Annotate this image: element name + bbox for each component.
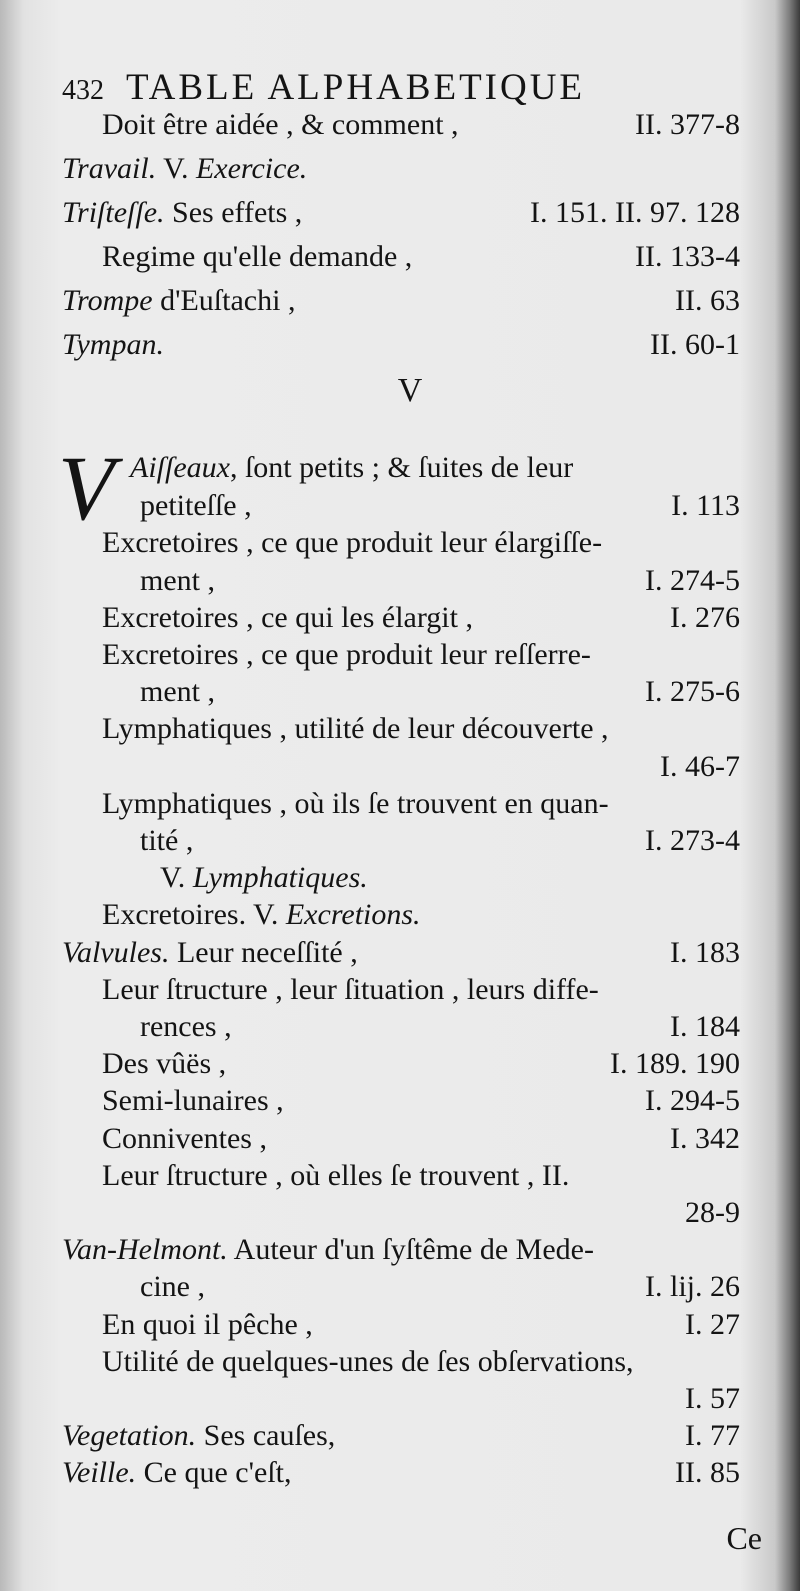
entry-page-reference: I. 27 xyxy=(685,1308,740,1341)
entry-description: Conniventes , xyxy=(102,1122,267,1155)
entry-page-reference: II. 377-8 xyxy=(635,108,740,141)
entry-text xyxy=(102,234,412,280)
entry-text xyxy=(62,278,295,324)
entry-text xyxy=(102,102,459,148)
page-number: 432 xyxy=(62,75,104,106)
entry-page-reference: I. 151. II. 97. 128 xyxy=(530,196,740,229)
index-entry xyxy=(62,322,740,368)
entry-description: petiteſſe , xyxy=(140,489,252,522)
entry-term: Travail. xyxy=(62,152,157,185)
entry-page-reference: I. 113 xyxy=(671,489,740,522)
entry-text xyxy=(62,146,307,192)
entry-page-reference: I. 342 xyxy=(670,1122,740,1155)
entry-page-reference: II. 60-1 xyxy=(650,328,740,361)
entry-term: Triſteſſe. xyxy=(62,196,165,229)
entry-page-reference: II. 85 xyxy=(675,1456,740,1489)
entry-description: rences , xyxy=(140,1010,232,1043)
entry-text xyxy=(62,190,302,236)
entry-description: Semi-lunaires , xyxy=(102,1084,284,1117)
entry-term: Tympan. xyxy=(62,328,164,361)
entry-cross-reference: Exercice. xyxy=(195,152,308,185)
entry-cross-reference: Excretions. xyxy=(285,898,421,931)
entry-description: d'Euſtachi , xyxy=(152,284,296,317)
entry-page-reference: I. 46-7 xyxy=(660,750,740,783)
entry-description: Leur ſtructure , leur ſituation , leurs diffe- xyxy=(102,973,599,1006)
entry-description: tité , xyxy=(140,824,194,857)
entry-description: Des vûës , xyxy=(102,1047,227,1080)
entry-text xyxy=(62,1450,292,1496)
entry-description: Excretoires , ce que produit leur élargiſſe- xyxy=(102,526,603,559)
page-title: TABLE ALPHABETIQUE xyxy=(126,67,586,108)
index-entry xyxy=(62,278,740,324)
entry-description: Utilité de quelques-unes de ſes obſervations, xyxy=(102,1345,634,1378)
entry-description: Ses effets , xyxy=(164,196,303,229)
entry-description: ment , xyxy=(140,675,215,708)
entry-description: Lymphatiques , où ils ſe trouvent en quan- xyxy=(102,787,609,820)
drop-capital: V xyxy=(58,437,115,539)
entry-page-reference: I. 275-6 xyxy=(645,675,740,708)
index-entry xyxy=(62,1450,740,1496)
entry-page-reference: II. 63 xyxy=(675,284,740,317)
entry-description: Regime qu'elle demande , xyxy=(102,240,413,273)
entry-page-reference: I. 276 xyxy=(670,601,740,634)
catchword: Ce xyxy=(726,1520,762,1556)
entry-description: , ſont petits ; & ſuites de leur xyxy=(229,451,574,484)
entry-description: Doit être aidée , & comment , xyxy=(102,108,459,141)
entry-page-reference: I. 57 xyxy=(685,1382,740,1415)
entry-term: Van-Helmont. xyxy=(62,1233,228,1266)
entry-description: Excretoires , ce qui les élargit , xyxy=(102,601,473,634)
entry-description: V. xyxy=(160,861,193,894)
entry-cross-reference: Lymphatiques. xyxy=(192,861,368,894)
index-entry xyxy=(62,190,740,236)
entry-description: Leur neceſſité , xyxy=(169,936,358,969)
entry-term: Vegetation. xyxy=(62,1419,197,1452)
entry-description: Excretoires. V. xyxy=(102,898,286,931)
entry-term: Valvules. xyxy=(62,936,170,969)
entry-term: Aiſſeaux xyxy=(130,451,230,484)
entry-description: ment , xyxy=(140,564,215,597)
index-entry xyxy=(102,234,740,280)
entry-page-reference: I. 183 xyxy=(670,936,740,969)
index-entry xyxy=(62,146,740,192)
entry-description: En quoi il pêche , xyxy=(102,1308,313,1341)
entry-term: Trompe xyxy=(62,284,153,317)
section-letter: V xyxy=(397,372,423,409)
entry-page-reference: I. 77 xyxy=(685,1419,740,1452)
entry-term: Veille. xyxy=(62,1456,137,1489)
entry-page-reference: 28-9 xyxy=(685,1196,740,1229)
index-entry xyxy=(102,102,740,148)
entry-page-reference: II. 133-4 xyxy=(635,240,740,273)
entry-page-reference: I. 274-5 xyxy=(645,564,740,597)
entry-description: Excretoires , ce que produit leur reſſerre- xyxy=(102,638,591,671)
entry-text xyxy=(62,322,164,368)
entry-page-reference: I. 184 xyxy=(670,1010,740,1043)
entry-description: Auteur d'un ſyſtême de Mede- xyxy=(227,1233,594,1266)
entry-description: Lymphatiques , utilité de leur découverte , xyxy=(102,712,609,745)
entry-description: Leur ſtructure , où elles ſe trouvent , II. xyxy=(102,1159,570,1192)
entry-page-reference: I. lij. 26 xyxy=(645,1270,740,1303)
entry-page-reference: I. 294-5 xyxy=(645,1084,740,1117)
entry-description: cine , xyxy=(140,1270,205,1303)
entry-page-reference: I. 273-4 xyxy=(645,824,740,857)
entry-description: V. xyxy=(156,152,196,185)
entry-description: Ses cauſes, xyxy=(196,1419,336,1452)
entry-page-reference: I. 189. 190 xyxy=(610,1047,740,1080)
entry-description: Ce que c'eſt, xyxy=(136,1456,292,1489)
